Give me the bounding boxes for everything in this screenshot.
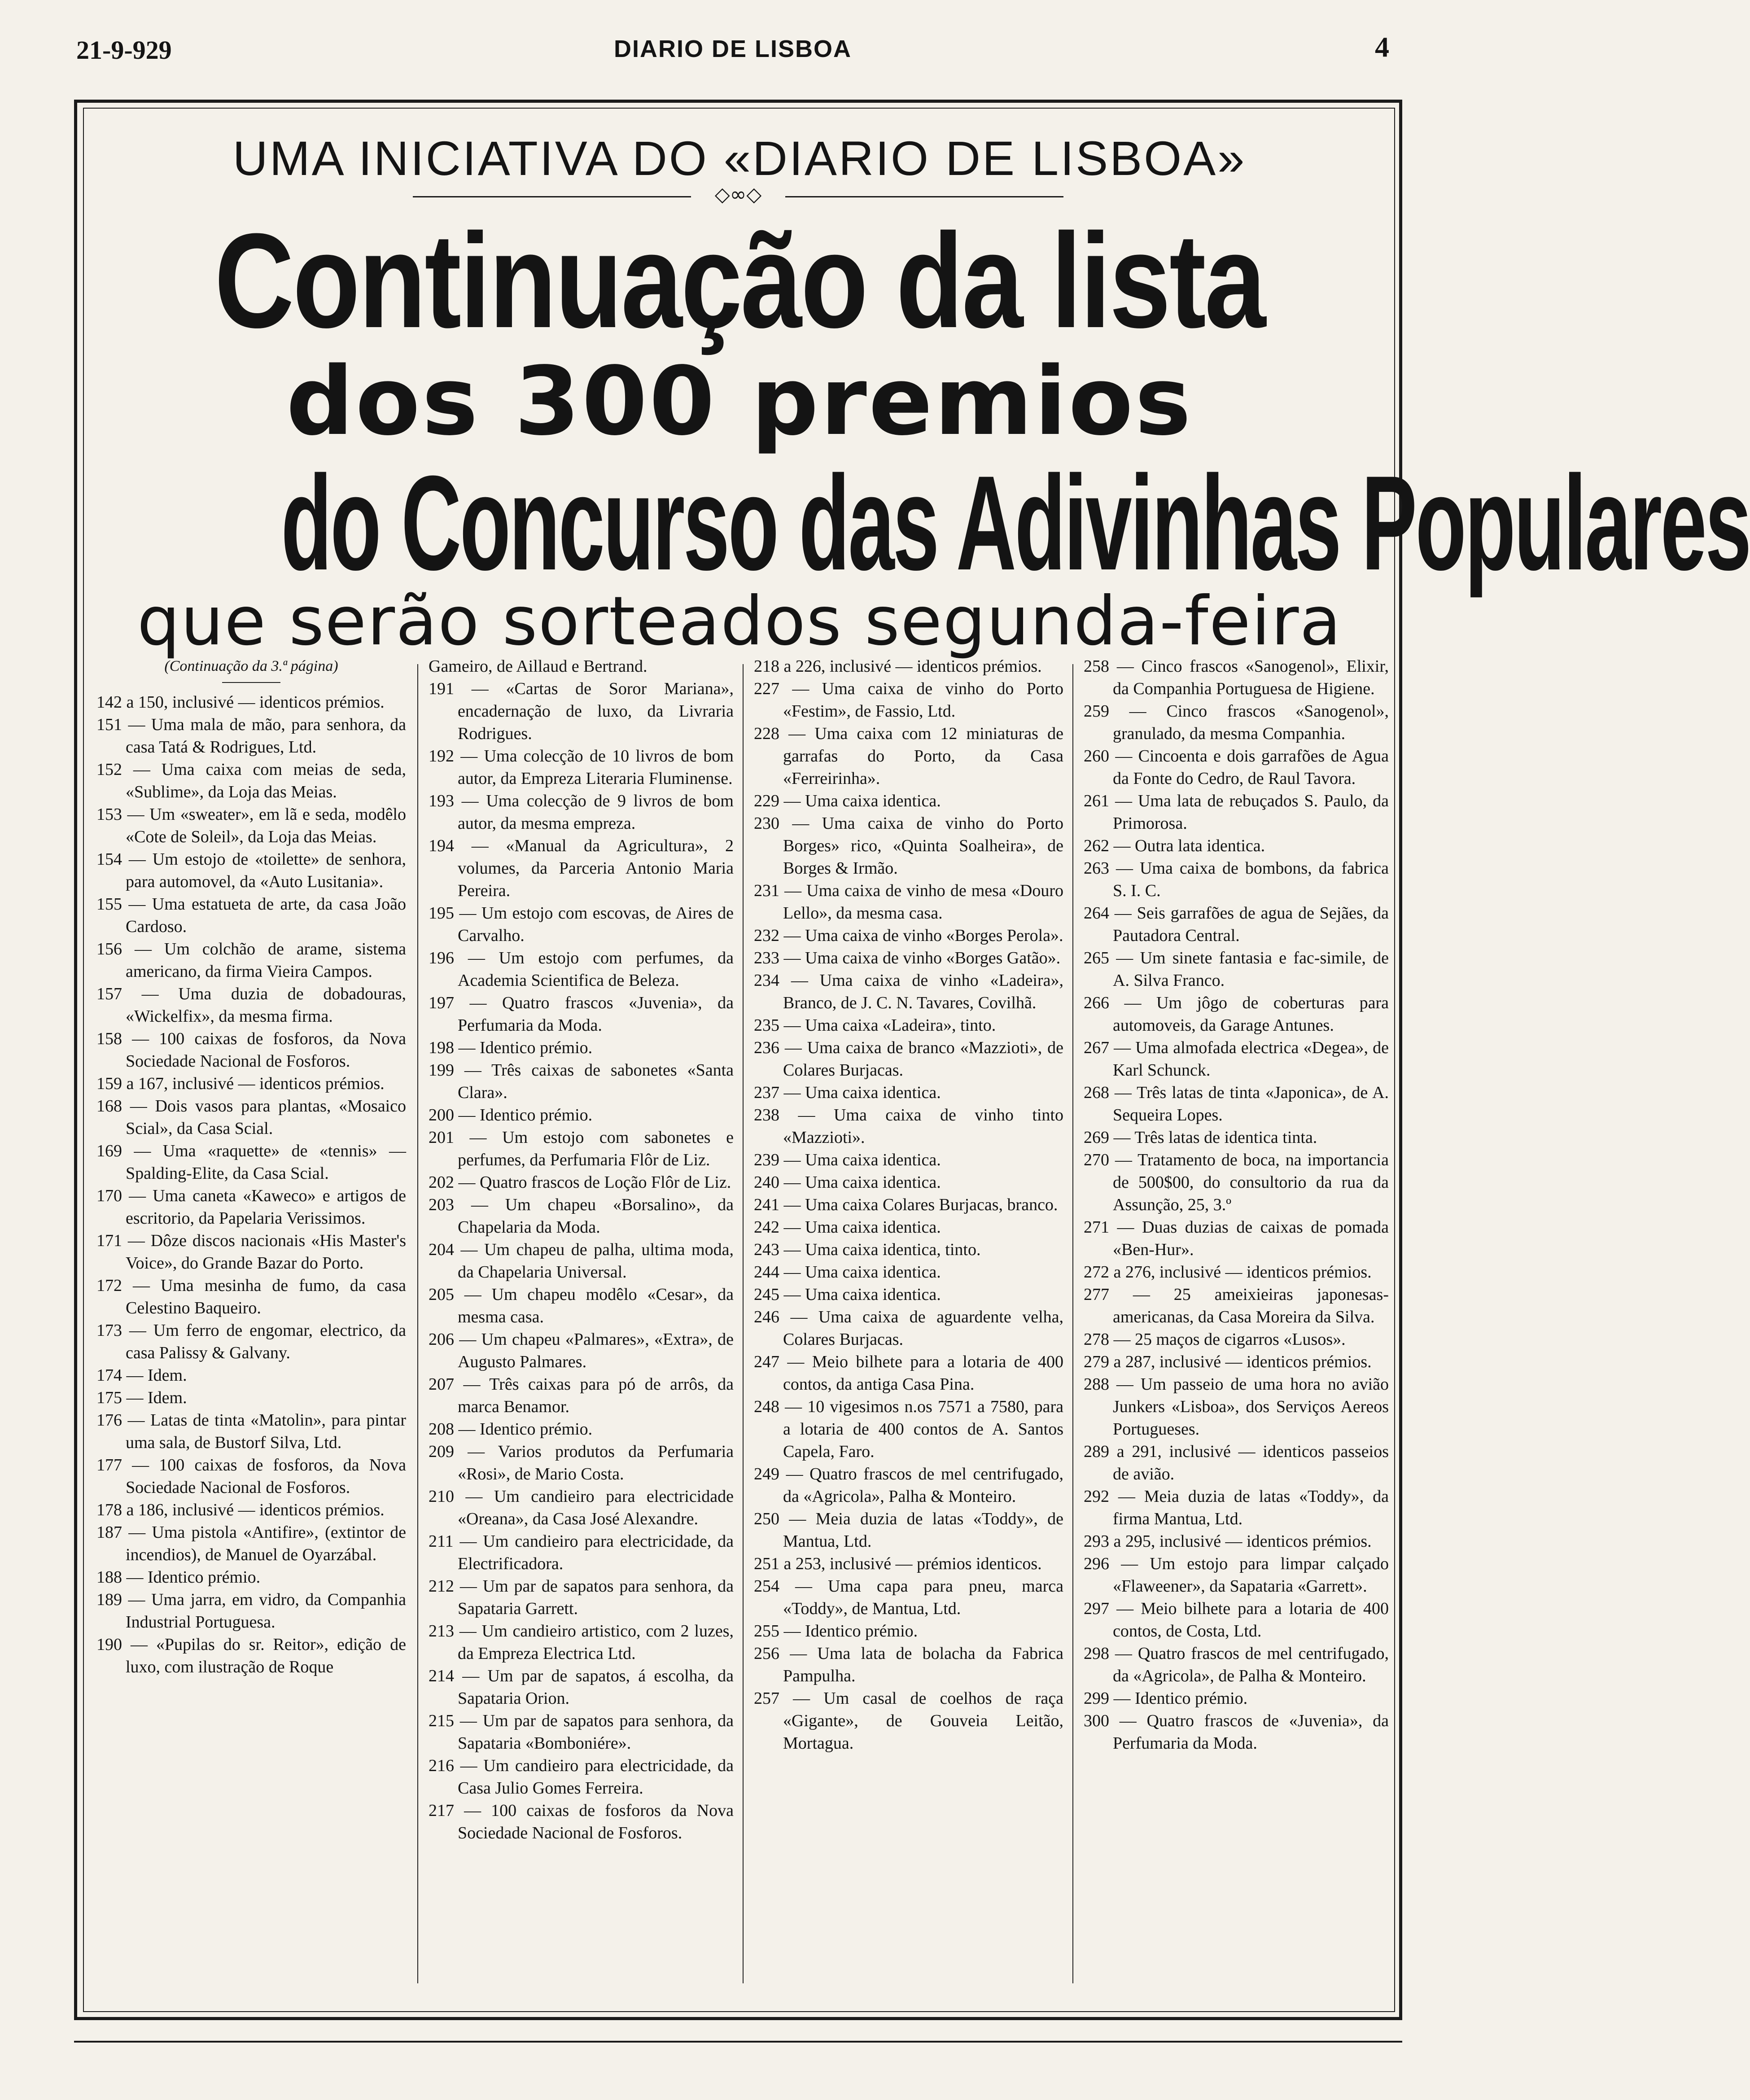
- running-header: [76, 31, 1389, 71]
- prize-entry: 178 a 186, inclusivé — identicos prémios.: [96, 1501, 385, 1519]
- prize-entry: 270 — Tratamento de boca, na importancia de 500$00, do consultorio da rua da Assunção, 25, 3.º: [1084, 1151, 1389, 1214]
- prize-entry: 292 — Meia duzia de latas «Toddy», da firma Mantua, Ltd.: [1084, 1487, 1389, 1528]
- prize-entry: 271 — Duas duzias de caixas de pomada «Ben-Hur».: [1084, 1218, 1389, 1259]
- prize-entry: 171 — Dôze discos nacionais «His Master's Voice», do Grande Bazar do Porto.: [96, 1231, 406, 1273]
- prize-entry: 194 — «Manual da Agricultura», 2 volumes, da Parceria Antonio Maria Pereira.: [429, 836, 734, 900]
- prize-entry: 246 — Uma caixa de aguardente velha, Colares Burjacas.: [754, 1308, 1063, 1349]
- prize-entry: 258 — Cinco frascos «Sanogenol», Elixir, da Companhia Portuguesa de Higiene.: [1084, 657, 1389, 698]
- prize-entry: 207 — Três caixas para pó de arrôs, da marca Benamor.: [429, 1375, 734, 1416]
- prize-entry: 239 — Uma caixa identica.: [754, 1151, 941, 1169]
- prize-entry: 151 — Uma mala de mão, para senhora, da casa Tatá & Rodrigues, Ltd.: [96, 715, 406, 757]
- headline-line-4: que serão sorteados segunda-feira: [137, 582, 1342, 661]
- prize-entry: 230 — Uma caixa de vinho do Porto Borges» rico, «Quinta Soalheira», de Borges & Irmão.: [754, 814, 1063, 878]
- prize-entry: 152 — Uma caixa com meias de seda, «Sublime», da Loja das Meias.: [96, 760, 406, 801]
- prize-entry: 249 — Quatro frascos de mel centrifugado, da «Agricola», Palha & Monteiro.: [754, 1465, 1063, 1506]
- prize-entry: 255 — Identico prémio.: [754, 1622, 918, 1641]
- issue-date: 21-9-929: [76, 35, 172, 65]
- prize-entry: 172 — Uma mesinha de fumo, da casa Celestino Baqueiro.: [96, 1276, 406, 1317]
- prize-entry: 266 — Um jôgo de coberturas para automoveis, da Garage Antunes.: [1084, 993, 1389, 1035]
- prize-entry: 264 — Seis garrafões de agua de Sejães, da Pautadora Central.: [1084, 904, 1389, 945]
- ornament-line-right: [785, 196, 1063, 197]
- continuation-rule: [222, 682, 280, 683]
- headline-kicker: UMA INICIATIVA DO «DIARIO DE LISBOA»: [232, 131, 1247, 185]
- prize-entry: 203 — Um chapeu «Borsalino», da Chapelaria da Moda.: [429, 1195, 734, 1237]
- ornament-line-left: [413, 196, 691, 197]
- headline-line-1: Continuação da lista: [214, 205, 1265, 356]
- prize-entry: 155 — Uma estatueta de arte, da casa João Cardoso.: [96, 895, 406, 936]
- prize-entry: 298 — Quatro frascos de mel centrifugado, da «Agricola», de Palha & Monteiro.: [1084, 1644, 1389, 1685]
- prize-entry: 206 — Um chapeu «Palmares», «Extra», de Augusto Palmares.: [429, 1330, 734, 1371]
- prize-entry: Gameiro, de Aillaud e Bertrand.: [429, 657, 648, 676]
- prize-entry: 158 — 100 caixas de fosforos, da Nova Sociedade Nacional de Fosforos.: [96, 1029, 406, 1071]
- prize-entry: 189 — Uma jarra, em vidro, da Companhia Industrial Portuguesa.: [96, 1590, 406, 1632]
- prize-entry: 204 — Um chapeu de palha, ultima moda, da Chapelaria Universal.: [429, 1240, 734, 1282]
- prize-entry: 235 — Uma caixa «Ladeira», tinto.: [754, 1016, 996, 1035]
- prize-entry: 300 — Quatro frascos de «Juvenia», da Perfumaria da Moda.: [1084, 1711, 1389, 1753]
- prize-entry: 156 — Um colchão de arame, sistema americano, da firma Vieira Campos.: [96, 940, 406, 981]
- prize-entry: 228 — Uma caixa com 12 miniaturas de garrafas do Porto, da Casa «Ferreirinha».: [754, 724, 1063, 788]
- prize-entry: 279 a 287, inclusivé — identicos prémios.: [1084, 1352, 1372, 1371]
- prize-entry: 247 — Meio bilhete para a lotaria de 400 contos, da antiga Casa Pina.: [754, 1352, 1063, 1394]
- prize-entry: 261 — Uma lata de rebuçados S. Paulo, da Primorosa.: [1084, 792, 1389, 833]
- prize-entry: 201 — Um estojo com sabonetes e perfumes, da Perfumaria Flôr de Liz.: [429, 1128, 734, 1169]
- prize-entry: 236 — Uma caixa de branco «Mazzioti», de Colares Burjacas.: [754, 1038, 1063, 1080]
- prize-entry: 153 — Um «sweater», em lã e seda, modêlo «Cote de Soleil», da Loja das Meias.: [96, 805, 406, 846]
- prize-entry: 208 — Identico prémio.: [429, 1420, 593, 1439]
- prize-entry: 210 — Um candieiro para electricidade «Oreana», da Casa José Alexandre.: [429, 1487, 734, 1528]
- prize-entry: 154 — Um estojo de «toilette» de senhora, para automovel, da «Auto Lusitania».: [96, 850, 406, 891]
- prize-entry: 288 — Um passeio de uma hora no avião Junkers «Lisboa», dos Serviços Aereos Portugueses.: [1084, 1375, 1389, 1439]
- prize-entry: 257 — Um casal de coelhos de raça «Gigante», de Gouveia Leitão, Mortagua.: [754, 1689, 1063, 1753]
- prize-entry: 242 — Uma caixa identica.: [754, 1218, 941, 1237]
- prize-entry: 169 — Uma «raquette» de «tennis» — Spalding-Elite, da Casa Scial.: [96, 1142, 406, 1183]
- prize-entry: 215 — Um par de sapatos para senhora, da Sapataria «Bomboniére».: [429, 1711, 734, 1753]
- prize-entry: 293 a 295, inclusivé — identicos prémios.: [1084, 1532, 1372, 1551]
- newspaper-name: DIARIO DE LISBOA: [613, 35, 852, 62]
- prize-entry: 214 — Um par de sapatos, á escolha, da Sapataria Orion.: [429, 1667, 734, 1708]
- prize-entry: 209 — Varios produtos da Perfumaria «Rosi», de Mario Costa.: [429, 1442, 734, 1483]
- prize-entry: 142 a 150, inclusivé — identicos prémios.: [96, 693, 385, 712]
- bottom-rule: [74, 2041, 1402, 2043]
- prize-entry: 234 — Uma caixa de vinho «Ladeira», Branco, de J. C. N. Tavares, Covilhã.: [754, 971, 1063, 1012]
- headline-ornament: [413, 183, 1063, 206]
- prize-entry: 217 — 100 caixas de fosforos da Nova Sociedade Nacional de Fosforos.: [429, 1801, 734, 1842]
- prize-entry: 188 — Identico prémio.: [96, 1568, 261, 1587]
- prize-entry: 254 — Uma capa para pneu, marca «Toddy», de Mantua, Ltd.: [754, 1577, 1063, 1618]
- prize-column-4: [1084, 655, 1389, 1983]
- prize-entry: 243 — Uma caixa identica, tinto.: [754, 1240, 981, 1259]
- column-rule: [417, 664, 418, 1983]
- prize-entry: 248 — 10 vigesimos n.os 7571 a 7580, para a lotaria de 400 contos de A. Santos Capela, Faro.: [754, 1397, 1063, 1461]
- prize-entry: 190 — «Pupilas do sr. Reitor», edição de luxo, com ilustração de Roque: [96, 1635, 406, 1676]
- prize-entry: 218 a 226, inclusivé — identicos prémios.: [754, 657, 1042, 676]
- prize-entry: 265 — Um sinete fantasia e fac-simile, de A. Silva Franco.: [1084, 949, 1389, 990]
- headline-line-3: do Concurso das Adivinhas Populares: [281, 447, 1750, 598]
- prize-entry: 170 — Uma caneta «Kaweco» e artigos de escritorio, da Papelaria Verissimos.: [96, 1186, 406, 1228]
- prize-entry: 278 — 25 maços de cigarros «Lusos».: [1084, 1330, 1346, 1349]
- prize-entry: 272 a 276, inclusivé — identicos prémios.: [1084, 1263, 1372, 1282]
- continuation-note: (Continuação da 3.ª página): [164, 658, 338, 674]
- prize-entry: 232 — Uma caixa de vinho «Borges Perola».: [754, 926, 1063, 945]
- prize-entry: 177 — 100 caixas de fosforos, da Nova Sociedade Nacional de Fosforos.: [96, 1456, 406, 1497]
- prize-column-2: [429, 655, 734, 1983]
- prize-entry: 267 — Uma almofada electrica «Degea», de Karl Schunck.: [1084, 1038, 1389, 1080]
- prize-entry: 159 a 167, inclusivé — identicos prémios.: [96, 1074, 385, 1093]
- prize-entry: 198 — Identico prémio.: [429, 1038, 593, 1057]
- prize-entry: 296 — Um estojo para limpar calçado «Flaweener», da Sapataria «Garrett».: [1084, 1554, 1389, 1596]
- prize-entry: 245 — Uma caixa identica.: [754, 1285, 941, 1304]
- prize-entry: 195 — Um estojo com escovas, de Aires de Carvalho.: [429, 904, 734, 945]
- prize-entry: 173 — Um ferro de engomar, electrico, da casa Palissy & Galvany.: [96, 1321, 406, 1362]
- prize-entry: 216 — Um candieiro para electricidade, da Casa Julio Gomes Ferreira.: [429, 1756, 734, 1798]
- prize-entry: 259 — Cinco frascos «Sanogenol», granulado, da mesma Companhia.: [1084, 702, 1389, 743]
- prize-entry: 262 — Outra lata identica.: [1084, 836, 1265, 855]
- prize-entry: 250 — Meia duzia de latas «Toddy», de Mantua, Ltd.: [754, 1509, 1063, 1551]
- column-rule: [743, 664, 744, 1983]
- prize-entry: 174 — Idem.: [96, 1366, 187, 1385]
- prize-list: [96, 655, 1389, 1983]
- prize-entry: 244 — Uma caixa identica.: [754, 1263, 941, 1282]
- prize-entry: 241 — Uma caixa Colares Burjacas, branco.: [754, 1195, 1058, 1214]
- ornament-glyph: ◇∞◇: [714, 183, 762, 206]
- prize-entry: 237 — Uma caixa identica.: [754, 1083, 941, 1102]
- prize-entry: 269 — Três latas de identica tinta.: [1084, 1128, 1317, 1147]
- prize-entry: 168 — Dois vasos para plantas, «Mosaico Scial», da Casa Scial.: [96, 1097, 406, 1138]
- prize-column-1: [96, 655, 406, 1983]
- prize-entry: 197 — Quatro frascos «Juvenia», da Perfumaria da Moda.: [429, 993, 734, 1035]
- prize-entry: 240 — Uma caixa identica.: [754, 1173, 941, 1192]
- prize-entry: 202 — Quatro frascos de Loção Flôr de Liz.: [429, 1173, 731, 1192]
- prize-entry: 233 — Uma caixa de vinho «Borges Gatão».: [754, 949, 1061, 967]
- prize-entry: 192 — Uma colecção de 10 livros de bom autor, da Empreza Literaria Fluminense.: [429, 747, 734, 788]
- headline-line-2: dos 300 premios: [286, 346, 1193, 456]
- prize-entry: 268 — Três latas de tinta «Japonica», de A. Sequeira Lopes.: [1084, 1083, 1389, 1124]
- column-rule: [1072, 664, 1073, 1983]
- prize-entry: 200 — Identico prémio.: [429, 1106, 593, 1124]
- prize-entry: 260 — Cincoenta e dois garrafões de Agua da Fonte do Cedro, de Raul Tavora.: [1084, 747, 1389, 788]
- prize-entry: 212 — Um par de sapatos para senhora, da Sapataria Garrett.: [429, 1577, 734, 1618]
- prize-entry: 175 — Idem.: [96, 1388, 187, 1407]
- prize-entry: 227 — Uma caixa de vinho do Porto «Festim», de Fassio, Ltd.: [754, 679, 1063, 721]
- prize-entry: 205 — Um chapeu modêlo «Cesar», da mesma casa.: [429, 1285, 734, 1326]
- prize-entry: 263 — Uma caixa de bombons, da fabrica S. I. C.: [1084, 859, 1389, 900]
- prize-entry: 187 — Uma pistola «Antifire», (extintor de incendios), de Manuel de Oyarzábal.: [96, 1523, 406, 1564]
- page-number: 4: [1375, 31, 1389, 63]
- prize-entry: 297 — Meio bilhete para a lotaria de 400 contos, de Costa, Ltd.: [1084, 1599, 1389, 1641]
- prize-entry: 196 — Um estojo com perfumes, da Academia Scientifica de Beleza.: [429, 949, 734, 990]
- prize-entry: 277 — 25 ameixieiras japonesas-americanas, da Casa Moreira da Silva.: [1084, 1285, 1389, 1326]
- prize-entry: 176 — Latas de tinta «Matolin», para pintar uma sala, de Bustorf Silva, Ltd.: [96, 1411, 406, 1452]
- prize-entry: 193 — Uma colecção de 9 livros de bom autor, da mesma empreza.: [429, 792, 734, 833]
- prize-entry: 211 — Um candieiro para electricidade, da Electrificadora.: [429, 1532, 734, 1573]
- prize-entry: 289 a 291, inclusivé — identicos passeios de avião.: [1084, 1442, 1389, 1483]
- prize-entry: 231 — Uma caixa de vinho de mesa «Douro Lello», da mesma casa.: [754, 881, 1063, 923]
- prize-entry: 157 — Uma duzia de dobadouras, «Wickelfix», da mesma firma.: [96, 984, 406, 1026]
- prize-entry: 199 — Três caixas de sabonetes «Santa Clara».: [429, 1061, 734, 1102]
- prize-column-3: [754, 655, 1063, 1983]
- prize-entry: 299 — Identico prémio.: [1084, 1689, 1248, 1708]
- prize-entry: 213 — Um candieiro artistico, com 2 luzes, da Empreza Electrica Ltd.: [429, 1622, 734, 1663]
- prize-entry: 256 — Uma lata de bolacha da Fabrica Pampulha.: [754, 1644, 1063, 1685]
- prize-entry: 251 a 253, inclusivé — prémios identicos.: [754, 1554, 1042, 1573]
- prize-entry: 229 — Uma caixa identica.: [754, 792, 941, 810]
- prize-entry: 191 — «Cartas de Soror Mariana», encadernação de luxo, da Livraria Rodrigues.: [429, 679, 734, 743]
- prize-entry: 238 — Uma caixa de vinho tinto «Mazzioti».: [754, 1106, 1063, 1147]
